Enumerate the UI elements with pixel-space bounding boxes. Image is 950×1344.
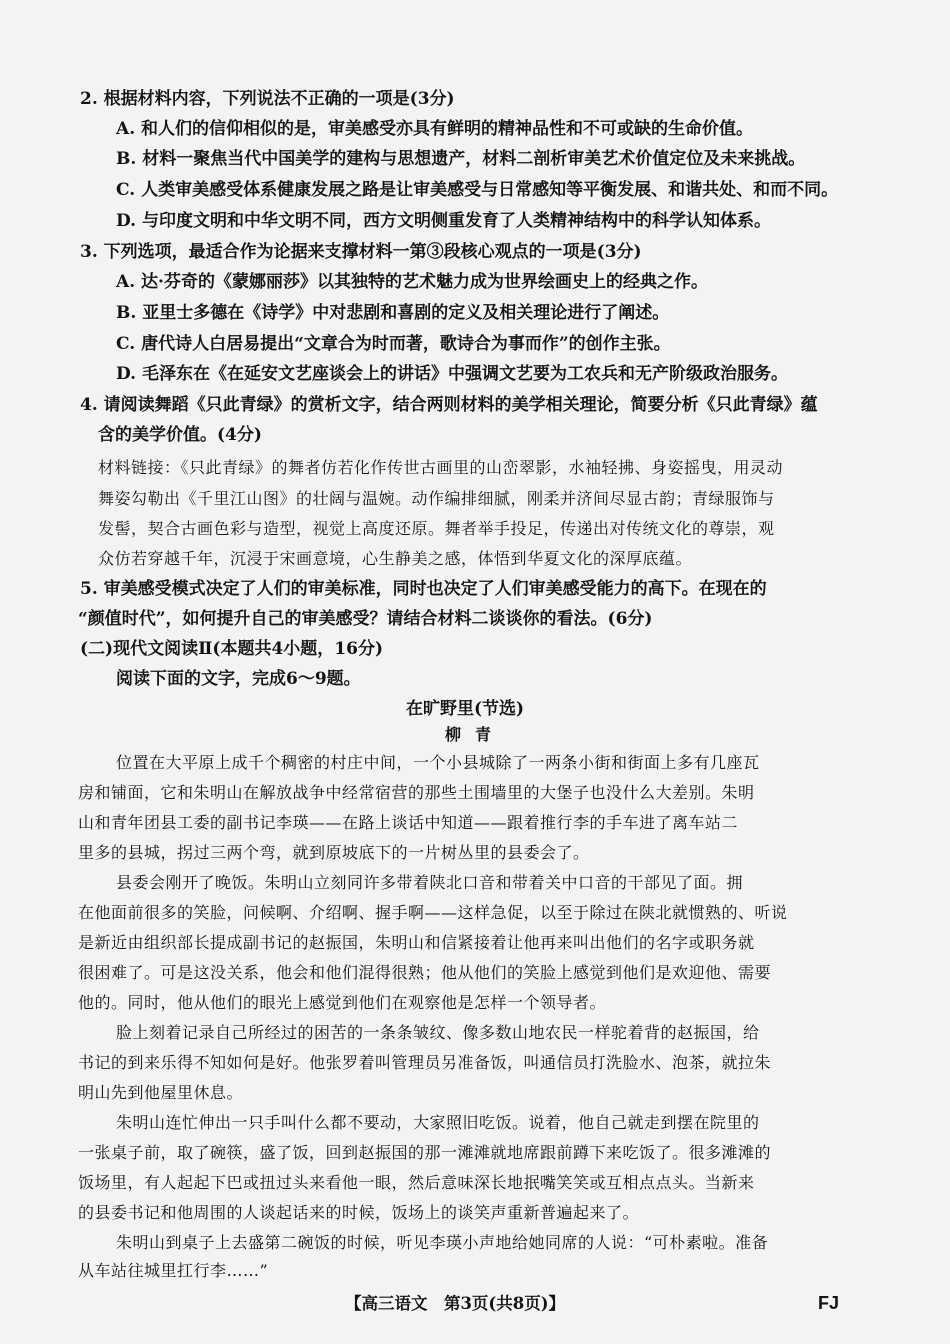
material-link-line-3: 发髻，契合古画色彩与造型，视觉上高度还原。舞者举手投足，传递出对传统文化的尊崇，观 (98, 519, 775, 538)
material-link-line-1: 材料链接：《只此青绿》的舞者仿若化作传世古画里的山峦翠影，水袖轻拂、身姿摇曳，用灵动 (98, 458, 784, 477)
passage-line: 他的。同时，他从他们的眼光上感觉到他们在观察他是怎样一个领导者。 (78, 993, 607, 1012)
material-link-line-2: 舞姿勾勒出《千里江山图》的壮阔与温婉。动作编排细腻，刚柔并济间尽显古韵；青绿服饰与 (98, 489, 775, 508)
page-footer: 【高三语文 第3页(共8页)】 (344, 1294, 566, 1313)
passage-line: 脸上刻着记录自己所经过的困苦的一条条皱纹、像多数山地农民一样驼着背的赵振国，给 (116, 1023, 760, 1042)
question-2-option-a: A. 和人们的信仰相似的是，审美感受亦具有鲜明的精神品性和不可或缺的生命价值。 (116, 119, 754, 139)
passage-line: 书记的到来乐得不知如何是好。他张罗着叫管理员另准备饭，叫通信员打洗脸水、泡茶，就拉朱 (78, 1053, 772, 1072)
passage-line: 明山先到他屋里休息。 (78, 1083, 244, 1102)
passage-line: 县委会刚开了晚饭。朱明山立刻同许多带着陕北口音和带着关中口音的干部见了面。拥 (116, 873, 744, 892)
passage-author: 柳青 (444, 725, 505, 744)
question-3-option-c: C. 唐代诗人白居易提出“文章合为时而著，歌诗合为事而作”的创作主张。 (116, 334, 671, 354)
passage-line: 从车站往城里扛行李……” (78, 1261, 269, 1280)
passage-title: 在旷野里(节选) (405, 699, 525, 719)
passage-line: 很困难了。可是这没关系，他会和他们混得很熟；他从他们的笑脸上感觉到他们是欢迎他、需要 (78, 963, 772, 982)
question-2-option-d: D. 与印度文明和中华文明不同，西方文明侧重发育了人类精神结构中的科学认知体系。 (116, 211, 771, 231)
section-instruction: 阅读下面的文字，完成6～9题。 (116, 669, 361, 689)
passage-line: 里多的县城，拐过三两个弯，就到原坡底下的一片树丛里的县委会了。 (78, 843, 590, 862)
passage-line: 饭场里，有人起起下巴或扭过头来看他一眼，然后意味深长地抿嘴笑笑或互相点点头。当新来 (78, 1173, 755, 1192)
question-3-option-d: D. 毛泽东在《在延安文艺座谈会上的讲话》中强调文艺要为工农兵和无产阶级政治服务。 (116, 364, 788, 384)
question-3-option-a: A. 达·芬奇的《蒙娜丽莎》以其独特的艺术魅力成为世界绘画史上的经典之作。 (116, 272, 708, 292)
paper-code: FJ (818, 1293, 840, 1313)
question-2-stem: 2. 根据材料内容，下列说法不正确的一项是(3分) (80, 89, 455, 109)
question-4-stem-line-1: 4. 请阅读舞蹈《只此青绿》的赏析文字，结合两则材料的美学相关理论，简要分析《只此青绿》蕴 (80, 395, 818, 415)
question-3-option-b: B. 亚里士多德在《诗学》中对悲剧和喜剧的定义及相关理论进行了阐述。 (116, 303, 670, 323)
question-2-option-c: C. 人类审美感受体系健康发展之路是让审美感受与日常感知等平衡发展、和谐共处、和而不同。 (116, 180, 839, 200)
question-2-option-b: B. 材料一聚焦当代中国美学的建构与思想遗产，材料二剖析审美艺术价值定位及未来挑战。 (116, 149, 806, 169)
material-link-line-4: 众仿若穿越千年，沉浸于宋画意境，心生静美之感，体悟到华夏文化的深厚底蕴。 (98, 549, 693, 568)
question-5-stem-line-2: “颜值时代”，如何提升自己的审美感受？请结合材料二谈谈你的看法。(6分) (78, 609, 653, 629)
passage-line: 在他面前很多的笑脸，问候啊、介绍啊、握手啊——这样急促，以至于除过在陕北就惯熟的、听说 (78, 903, 788, 922)
passage-line: 位置在大平原上成千个稠密的村庄中间，一个小县城除了一两条小街和街面上多有几座瓦 (116, 753, 760, 772)
question-3-stem: 3. 下列选项，最适合作为论据来支撑材料一第③段核心观点的一项是(3分) (80, 242, 642, 262)
question-5-stem-line-1: 5. 审美感受模式决定了人们的审美标准，同时也决定了人们审美感受能力的高下。在现在的 (80, 579, 767, 599)
passage-line: 是新近由组织部长提成副书记的赵振国，朱明山和信紧接着让他再来叫出他们的名字或职务就 (78, 933, 755, 952)
section-heading: (二)现代文阅读Ⅱ(本题共4小题，16分) (80, 639, 383, 659)
passage-line: 朱明山到桌子上去盛第二碗饭的时候，听见李瑛小声地给她同席的人说：“可朴素啦。准备 (116, 1233, 769, 1252)
question-4-stem-line-2: 含的美学价值。(4分) (98, 425, 262, 445)
passage-line: 一张桌子前，取了碗筷，盛了饭，回到赵振国的那一滩滩就地席跟前蹲下来吃饭了。很多滩滩的 (78, 1143, 772, 1162)
passage-line: 的县委书记和他周围的人谈起话来的时候，饭场上的谈笑声重新普遍起来了。 (78, 1203, 640, 1222)
passage-line: 朱明山连忙伸出一只手叫什么都不要动，大家照旧吃饭。说着，他自己就走到摆在院里的 (116, 1113, 760, 1132)
passage-line: 山和青年团县工委的副书记李瑛——在路上谈话中知道——跟着推行李的手车进了离车站二 (78, 813, 739, 832)
passage-line: 房和铺面，它和朱明山在解放战争中经常宿营的那些土围墙里的大堡子也没什么大差别。朱明 (78, 783, 755, 802)
